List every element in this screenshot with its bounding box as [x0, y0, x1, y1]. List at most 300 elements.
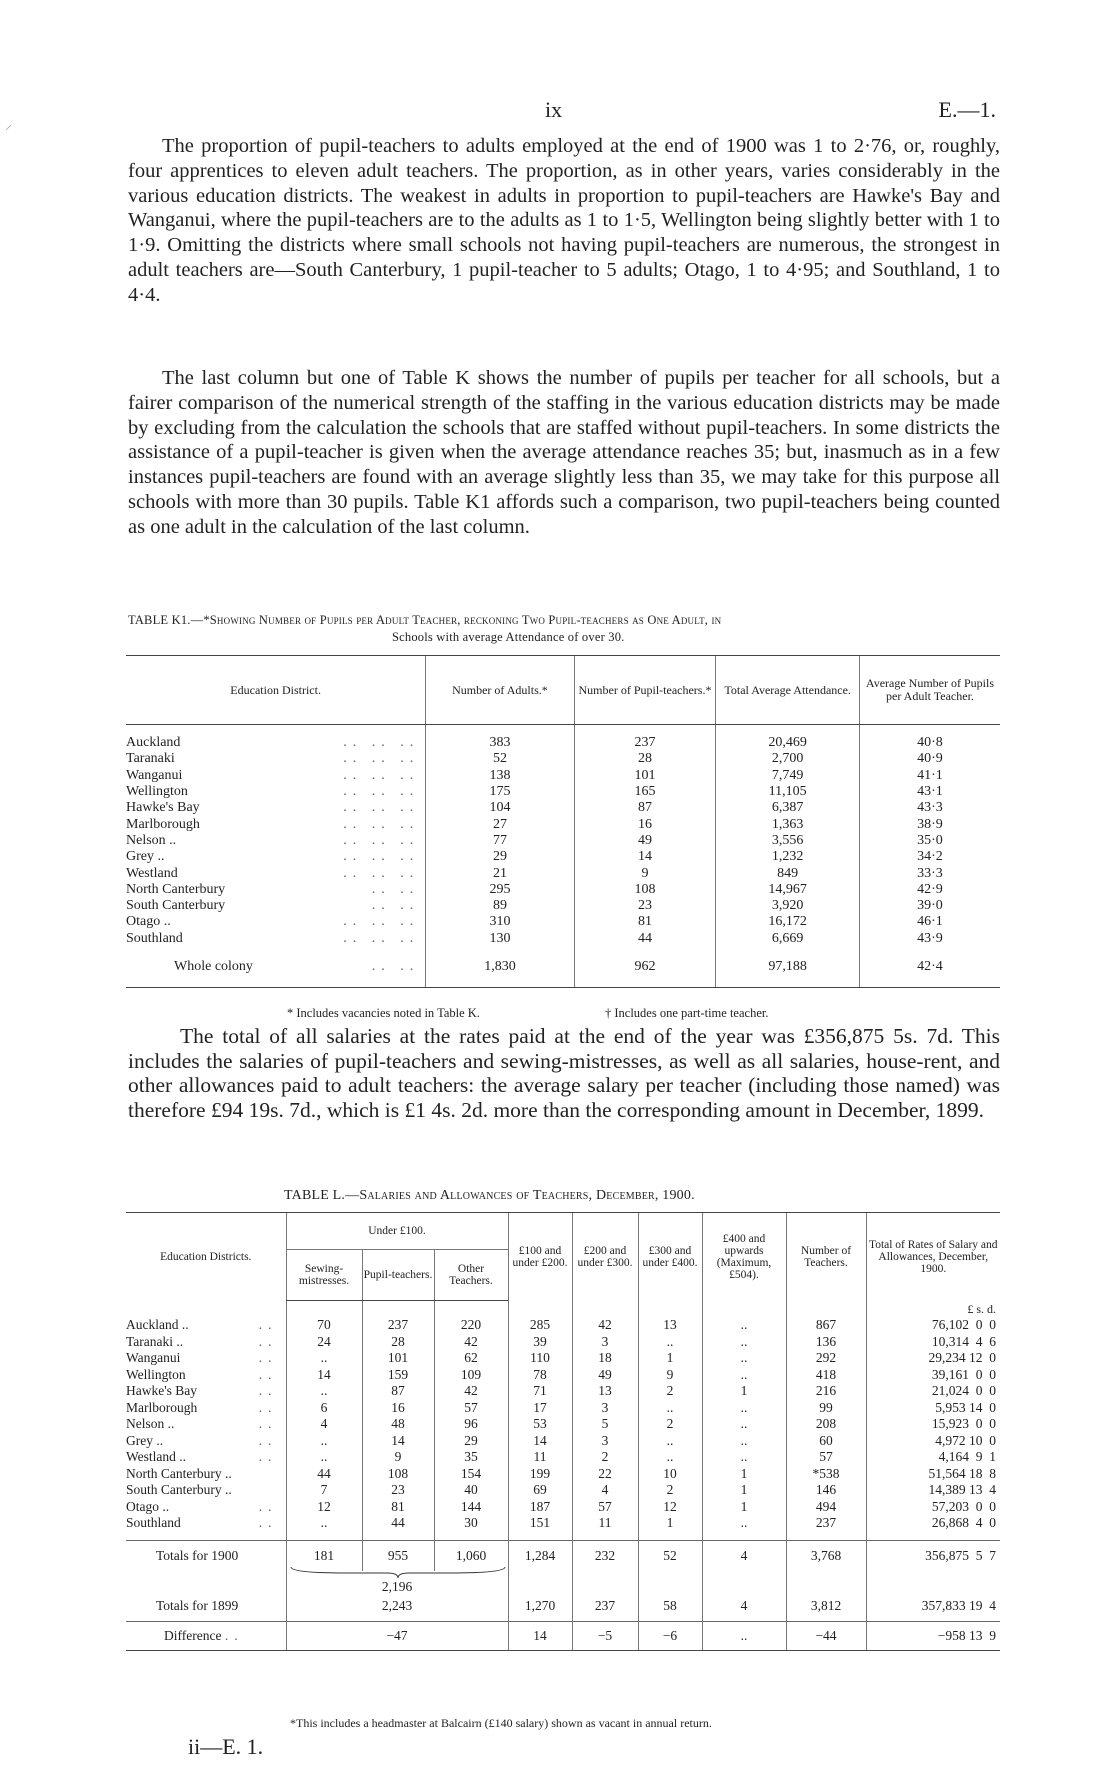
tl-totals [126, 1532, 1000, 1651]
k1-district-cell [126, 800, 426, 816]
k1-district-name: North Canterbury [126, 881, 226, 897]
k1-header-average: Average Number of Pupils per Adult Teacher. [859, 656, 1000, 725]
tl-b300-cell: 2 [638, 1383, 702, 1400]
k1-header-district: Education District. [126, 656, 426, 725]
tl-district-name: Westland .. [126, 1449, 187, 1465]
k1-body [126, 725, 1000, 988]
tl-row [126, 1317, 1000, 1334]
k1-row [126, 735, 1000, 751]
tl-totals-1900-total: 356,875 5 7 [866, 1540, 1000, 1571]
tl-pupil-cell: 159 [362, 1367, 434, 1384]
tl-b200-cell: 42 [572, 1317, 638, 1334]
tl-row [126, 1383, 1000, 1400]
tl-other-cell: 144 [434, 1499, 508, 1516]
tl-bracket-row [126, 1571, 1000, 1591]
k1-district-name: Wanganui [126, 767, 183, 783]
tl-total-cell: 29,234 12 0 [866, 1350, 1000, 1367]
tl-b200-cell: 57 [572, 1499, 638, 1516]
tl-totals-1899-b200: 237 [572, 1591, 638, 1622]
k1-district-name: Otago .. [126, 914, 171, 930]
tl-header-number: Number of Teachers. [786, 1213, 866, 1301]
k1-average-cell: 35·0 [859, 833, 1000, 849]
k1-attendance-cell: 6,387 [716, 800, 860, 816]
k1-average-cell: 40·9 [859, 751, 1000, 767]
k1-average-cell: 40·8 [859, 735, 1000, 751]
paragraph-table-k1-intro: The last column but one of Table K shows the number of pupils per teacher for all schools, but a fairer comparison of the numerical strength of the staffing in the various education districts may be made by excluding from the calculation the schools that are staffed without pupil-teachers. In some districts the assistance of a pupil-teacher is given when the average attendance reaches 35; but, inasmuch as in a few instances pupil-teachers are found with an average slightly less than 35, we may take for this purpose all schools with more than 30 pupils. Table K1 affords such a comparison, two pupil-teachers being counted as one adult in the calculation of the last column. [128, 367, 1000, 538]
tl-leader-dots: .. [258, 1498, 278, 1514]
tl-difference-row [126, 1621, 1000, 1650]
tl-b300-cell: 1 [638, 1350, 702, 1367]
k1-attendance-cell: 3,920 [716, 898, 860, 914]
tl-total-cell: 15,923 0 0 [866, 1416, 1000, 1433]
k1-attendance-cell: 3,556 [716, 833, 860, 849]
tl-number-cell: 99 [786, 1400, 866, 1417]
tl-header-sewing: Sewing-mistresses. [286, 1250, 362, 1301]
k1-leader-dots: .. .. [371, 898, 420, 914]
k1-adults-cell: 89 [426, 898, 574, 914]
tl-totals-1899-row [126, 1591, 1000, 1622]
table-l-caption: TABLE L.—Salaries and Allowances of Teachers, December, 1900. [284, 1188, 695, 1203]
k1-total-row [126, 947, 1000, 988]
tl-header-400-up: £400 and upwards (Maximum, £504). [702, 1213, 786, 1301]
k1-leader-dots: .. .. .. [343, 849, 420, 865]
k1-total-average: 42·4 [859, 947, 1000, 988]
tl-totals-1900-b400: 4 [702, 1540, 786, 1571]
tl-header-other: Other Teachers. [434, 1250, 508, 1301]
tl-other-cell: 35 [434, 1449, 508, 1466]
tl-b100-cell: 69 [508, 1482, 572, 1499]
k1-total-pupil-teachers: 962 [574, 947, 716, 988]
k1-pupil-teachers-cell: 9 [574, 865, 716, 881]
tl-b400-cell: .. [702, 1367, 786, 1384]
tl-district-name: North Canterbury .. [126, 1465, 232, 1481]
tl-total-cell: 14,389 13 4 [866, 1482, 1000, 1499]
tl-totals-1900-sewing: 181 [286, 1540, 362, 1571]
tl-number-cell: 208 [786, 1416, 866, 1433]
tl-sewing-cell: 7 [286, 1482, 362, 1499]
table-k1-footnote-vacancies: * Includes vacancies noted in Table K. [287, 1006, 480, 1020]
k1-total-attendance: 97,188 [716, 947, 860, 988]
k1-district-cell [126, 914, 426, 930]
tl-b300-cell: 1 [638, 1515, 702, 1532]
tl-b200-cell: 3 [572, 1334, 638, 1351]
k1-adults-cell: 27 [426, 816, 574, 832]
tl-sewing-cell: 14 [286, 1367, 362, 1384]
k1-leader-dots: .. .. .. [343, 784, 420, 800]
tl-b200-cell: 2 [572, 1449, 638, 1466]
tl-b300-cell: 13 [638, 1317, 702, 1334]
tl-total-cell: 51,564 18 8 [866, 1466, 1000, 1483]
k1-row [126, 865, 1000, 881]
k1-average-cell: 39·0 [859, 898, 1000, 914]
tl-district-cell [126, 1499, 286, 1516]
tl-difference-b300: −6 [638, 1621, 702, 1650]
tl-b400-cell: 1 [702, 1466, 786, 1483]
tl-district-cell [126, 1383, 286, 1400]
k1-average-cell: 34·2 [859, 849, 1000, 865]
tl-currency-row: £ s. d. [866, 1301, 1000, 1318]
paragraph-salaries-total: The total of all salaries at the rates paid at the end of the year was £356,875 5s. 7d. This includes the salaries of pupil-teachers and sewing-mistresses, as well as all salaries, house-rent, and other allowances paid to adult teachers: the average salary per teacher (including those named) was therefore £94 19s. 7d., which is £1 4s. 2d. more than the corresponding amount in December, 1899. [128, 1024, 1000, 1122]
tl-b200-cell: 5 [572, 1416, 638, 1433]
k1-attendance-cell: 1,232 [716, 849, 860, 865]
tl-leader-dots: .. [258, 1333, 278, 1349]
k1-average-cell: 38·9 [859, 816, 1000, 832]
tl-totals-1900-b200: 232 [572, 1540, 638, 1571]
brace-icon [287, 1565, 509, 1579]
k1-pupil-teachers-cell: 14 [574, 849, 716, 865]
tl-difference-under100: −47 [286, 1621, 508, 1650]
tl-pupil-cell: 14 [362, 1433, 434, 1450]
tl-difference-total: −958 13 9 [866, 1621, 1000, 1650]
tl-district-cell [126, 1433, 286, 1450]
tl-number-cell: 418 [786, 1367, 866, 1384]
tl-header-pupil: Pupil-teachers. [362, 1250, 434, 1301]
paragraph-pupil-teacher-proportion: The proportion of pupil-teachers to adults employed at the end of 1900 was 1 to 2·76, or, roughly, four apprentices to eleven adult teachers. The proportion, as in other years, varies considerably in the various education districts. The weakest in adults in proportion to pupil-teachers are Hawke's Bay and Wanganui, where the pupil-teachers are to the adults as 1 to 1·5, Wellington being slightly better with 1 to 1·9. Omitting the districts where small schools not having pupil-teachers are numerous, the strongest in adult teachers are—South Canterbury, 1 pupil-teacher to 5 adults; Otago, 1 to 4·95; and Southland, 1 to 4·4. [128, 135, 1000, 306]
k1-adults-cell: 130 [426, 931, 574, 947]
tl-row [126, 1367, 1000, 1384]
k1-leader-dots: .. .. .. [343, 767, 420, 783]
tl-sewing-cell: 70 [286, 1317, 362, 1334]
k1-district-name: Auckland [126, 735, 181, 751]
tl-b400-cell: .. [702, 1515, 786, 1532]
tl-b400-cell: 1 [702, 1383, 786, 1400]
tl-other-cell: 42 [434, 1383, 508, 1400]
k1-pupil-teachers-cell: 23 [574, 898, 716, 914]
k1-attendance-cell: 11,105 [716, 784, 860, 800]
k1-pupil-teachers-cell: 44 [574, 931, 716, 947]
tl-other-cell: 109 [434, 1367, 508, 1384]
tl-district-name: Hawke's Bay [126, 1383, 198, 1399]
k1-adults-cell: 383 [426, 735, 574, 751]
tl-b200-cell: 18 [572, 1350, 638, 1367]
tl-b300-cell: 9 [638, 1367, 702, 1384]
tl-b100-cell: 39 [508, 1334, 572, 1351]
tl-total-cell: 57,203 0 0 [866, 1499, 1000, 1516]
tl-totals-1899-total: 357,833 19 4 [866, 1591, 1000, 1622]
tl-leader-dots: .. [258, 1432, 278, 1448]
k1-attendance-cell: 16,172 [716, 914, 860, 930]
tl-b100-cell: 14 [508, 1433, 572, 1450]
tl-b100-cell: 187 [508, 1499, 572, 1516]
k1-district-cell [126, 849, 426, 865]
k1-header-pupil-teachers: Number of Pupil-teachers.* [574, 656, 716, 725]
tl-district-name: Wellington [126, 1366, 186, 1382]
k1-district-cell [126, 751, 426, 767]
k1-district-cell [126, 784, 426, 800]
tl-b400-cell: .. [702, 1350, 786, 1367]
k1-district-cell [126, 931, 426, 947]
tl-b400-cell: .. [702, 1400, 786, 1417]
k1-average-cell: 41·1 [859, 768, 1000, 784]
tl-b100-cell: 17 [508, 1400, 572, 1417]
k1-leader-dots: .. .. [371, 881, 420, 897]
tl-district-cell [126, 1367, 286, 1384]
k1-header-attendance: Total Average Attendance. [716, 656, 860, 725]
k1-row [126, 914, 1000, 930]
tl-other-cell: 62 [434, 1350, 508, 1367]
tl-number-cell: 867 [786, 1317, 866, 1334]
tl-b300-cell: 12 [638, 1499, 702, 1516]
tl-difference-label: Difference .. [126, 1621, 286, 1650]
tl-header-200-300: £200 and under £300. [572, 1213, 638, 1301]
tl-sewing-cell: 24 [286, 1334, 362, 1351]
tl-other-cell: 154 [434, 1466, 508, 1483]
tl-total-cell: 76,102 0 0 [866, 1317, 1000, 1334]
k1-average-cell: 43·3 [859, 800, 1000, 816]
k1-district-name: Southland [126, 930, 183, 946]
tl-sewing-cell: 12 [286, 1499, 362, 1516]
tl-district-name: Nelson .. [126, 1416, 175, 1432]
k1-district-cell [126, 735, 426, 751]
tl-other-cell: 29 [434, 1433, 508, 1450]
page-number: ix [545, 97, 563, 122]
tl-pupil-cell: 16 [362, 1400, 434, 1417]
tl-b200-cell: 11 [572, 1515, 638, 1532]
k1-district-name: Grey .. [126, 849, 165, 865]
tl-pupil-cell: 28 [362, 1334, 434, 1351]
tl-number-cell: 292 [786, 1350, 866, 1367]
tl-b400-cell: .. [702, 1416, 786, 1433]
k1-total-label: Whole colony [174, 958, 253, 974]
tl-b200-cell: 13 [572, 1383, 638, 1400]
k1-leader-dots: .. .. .. [343, 751, 420, 767]
tl-pupil-cell: 44 [362, 1515, 434, 1532]
k1-average-cell: 43·9 [859, 931, 1000, 947]
k1-leader-dots: .. .. .. [343, 832, 420, 848]
tl-pupil-cell: 9 [362, 1449, 434, 1466]
tl-b200-cell: 22 [572, 1466, 638, 1483]
tl-total-cell: 5,953 14 0 [866, 1400, 1000, 1417]
k1-total-label-cell [126, 947, 426, 988]
k1-adults-cell: 104 [426, 800, 574, 816]
tl-sewing-cell: .. [286, 1350, 362, 1367]
k1-leader-dots: .. .. [371, 958, 420, 974]
tl-district-cell [126, 1400, 286, 1417]
tl-row [126, 1433, 1000, 1450]
tl-leader-dots: .. [258, 1317, 278, 1333]
tl-number-cell: 60 [786, 1433, 866, 1450]
tl-pupil-cell: 87 [362, 1383, 434, 1400]
tl-row [126, 1482, 1000, 1499]
k1-attendance-cell: 1,363 [716, 816, 860, 832]
k1-adults-cell: 77 [426, 833, 574, 849]
tl-difference-b400: .. [702, 1621, 786, 1650]
k1-pupil-teachers-cell: 49 [574, 833, 716, 849]
tl-row [126, 1350, 1000, 1367]
tl-b300-cell: .. [638, 1433, 702, 1450]
k1-adults-cell: 310 [426, 914, 574, 930]
tl-leader-dots: .. [258, 1383, 278, 1399]
k1-average-cell: 46·1 [859, 914, 1000, 930]
table-l [126, 1212, 1000, 1651]
k1-row [126, 800, 1000, 816]
k1-average-cell: 42·9 [859, 882, 1000, 898]
tl-other-cell: 40 [434, 1482, 508, 1499]
tl-pupil-cell: 101 [362, 1350, 434, 1367]
tl-number-cell: 237 [786, 1515, 866, 1532]
tl-district-cell [126, 1515, 286, 1532]
tl-other-cell: 57 [434, 1400, 508, 1417]
table-k1 [126, 655, 1000, 988]
k1-leader-dots: .. .. .. [343, 914, 420, 930]
k1-attendance-cell: 6,669 [716, 931, 860, 947]
tl-district-name: Southland [126, 1515, 181, 1531]
tl-row [126, 1449, 1000, 1466]
k1-district-name: Taranaki [126, 751, 175, 767]
tl-pupil-cell: 48 [362, 1416, 434, 1433]
tl-district-name: Auckland .. [126, 1317, 189, 1333]
k1-district-cell [126, 898, 426, 914]
tl-pupil-cell: 108 [362, 1466, 434, 1483]
tl-district-cell [126, 1317, 286, 1334]
tl-totals-1900-b100: 1,284 [508, 1540, 572, 1571]
k1-district-cell [126, 882, 426, 898]
tl-difference-b100: 14 [508, 1621, 572, 1650]
tl-b300-cell: 10 [638, 1466, 702, 1483]
k1-district-cell [126, 833, 426, 849]
tl-other-cell: 30 [434, 1515, 508, 1532]
tl-row [126, 1400, 1000, 1417]
tl-total-cell: 10,314 4 6 [866, 1334, 1000, 1351]
tl-district-name: Taranaki .. [126, 1333, 184, 1349]
k1-row [126, 882, 1000, 898]
tl-b100-cell: 151 [508, 1515, 572, 1532]
tl-b400-cell: .. [702, 1433, 786, 1450]
tl-other-cell: 96 [434, 1416, 508, 1433]
k1-attendance-cell: 7,749 [716, 768, 860, 784]
tl-totals-1900-pupil: 955 [362, 1540, 434, 1571]
k1-row [126, 931, 1000, 947]
k1-pupil-teachers-cell: 237 [574, 735, 716, 751]
tl-district-name: South Canterbury .. [126, 1482, 232, 1498]
tl-b400-cell: 1 [702, 1482, 786, 1499]
k1-pupil-teachers-cell: 101 [574, 768, 716, 784]
tl-b100-cell: 199 [508, 1466, 572, 1483]
k1-row [126, 849, 1000, 865]
tl-leader-dots: .. [258, 1350, 278, 1366]
table-k1-caption-line2: Schools with average Attendance of over 30. [392, 630, 625, 644]
k1-row [126, 784, 1000, 800]
k1-attendance-cell: 2,700 [716, 751, 860, 767]
tl-b100-cell: 78 [508, 1367, 572, 1384]
k1-pupil-teachers-cell: 16 [574, 816, 716, 832]
tl-totals-1899-label: Totals for 1899 [156, 1597, 239, 1613]
tl-header-total-rates: Total of Rates of Salary and Allowances, December, 1900. [866, 1213, 1000, 1301]
tl-leader-dots: .. [258, 1366, 278, 1382]
tl-pupil-cell: 23 [362, 1482, 434, 1499]
tl-number-cell: *538 [786, 1466, 866, 1483]
tl-totals-1899-b300: 58 [638, 1591, 702, 1622]
tl-header-district: Education Districts. [126, 1213, 286, 1301]
k1-average-cell: 33·3 [859, 865, 1000, 881]
tl-number-cell: 494 [786, 1499, 866, 1516]
k1-leader-dots: .. .. .. [343, 865, 420, 881]
tl-sewing-cell: .. [286, 1515, 362, 1532]
k1-row [126, 751, 1000, 767]
tl-difference-number: −44 [786, 1621, 866, 1650]
table-k1-caption: TABLE K1.—*Showing Number of Pupils per Adult Teacher, reckoning Two Pupil-teachers as One Adult, in [128, 613, 722, 627]
tl-total-cell: 21,024 0 0 [866, 1383, 1000, 1400]
k1-district-name: Marlborough [126, 816, 200, 832]
k1-adults-cell: 138 [426, 768, 574, 784]
k1-header-adults: Number of Adults.* [426, 656, 574, 725]
k1-adults-cell: 175 [426, 784, 574, 800]
k1-pupil-teachers-cell: 108 [574, 882, 716, 898]
tl-totals-1899-b400: 4 [702, 1591, 786, 1622]
tl-totals-1900-row [126, 1540, 1000, 1571]
tl-district-name: Otago .. [126, 1498, 170, 1514]
k1-leader-dots: .. .. .. [343, 735, 420, 751]
tl-b300-cell: 2 [638, 1416, 702, 1433]
tl-total-cell: 26,868 4 0 [866, 1515, 1000, 1532]
k1-district-name: Hawke's Bay [126, 800, 200, 816]
k1-adults-cell: 52 [426, 751, 574, 767]
table-l-footnote: *This includes a headmaster at Balcairn (£140 salary) shown as vacant in annual return. [290, 1716, 712, 1730]
tl-b400-cell: .. [702, 1449, 786, 1466]
k1-district-cell [126, 816, 426, 832]
tl-b300-cell: 2 [638, 1482, 702, 1499]
tl-b300-cell: .. [638, 1449, 702, 1466]
tl-leader-dots: .. [258, 1515, 278, 1531]
tl-totals-1900-other: 1,060 [434, 1540, 508, 1571]
k1-attendance-cell: 20,469 [716, 735, 860, 751]
k1-attendance-cell: 849 [716, 865, 860, 881]
tl-district-cell [126, 1466, 286, 1483]
tl-header-300-400: £300 and under £400. [638, 1213, 702, 1301]
tl-b100-cell: 71 [508, 1383, 572, 1400]
k1-pupil-teachers-cell: 28 [574, 751, 716, 767]
tl-district-cell [126, 1416, 286, 1433]
tl-b300-cell: .. [638, 1400, 702, 1417]
tl-district-name: Marlborough [126, 1399, 198, 1415]
k1-average-cell: 43·1 [859, 784, 1000, 800]
tl-b200-cell: 3 [572, 1433, 638, 1450]
k1-attendance-cell: 14,967 [716, 882, 860, 898]
tl-difference-b200: −5 [572, 1621, 638, 1650]
tl-district-name: Grey .. [126, 1432, 164, 1448]
k1-pupil-teachers-cell: 81 [574, 914, 716, 930]
tl-header-100-200: £100 and under £200. [508, 1213, 572, 1301]
k1-leader-dots: .. .. .. [343, 930, 420, 946]
table-k1-footnote-part-time: † Includes one part-time teacher. [605, 1006, 769, 1020]
k1-row [126, 898, 1000, 914]
tl-sewing-cell: .. [286, 1449, 362, 1466]
tl-other-cell: 220 [434, 1317, 508, 1334]
tl-total-cell: 4,164 9 1 [866, 1449, 1000, 1466]
k1-district-name: Wellington [126, 784, 188, 800]
document-reference: E.—1. [938, 97, 996, 122]
tl-total-cell: 39,161 0 0 [866, 1367, 1000, 1384]
tl-sewing-cell: 4 [286, 1416, 362, 1433]
tl-b100-cell: 285 [508, 1317, 572, 1334]
k1-pupil-teachers-cell: 87 [574, 800, 716, 816]
tl-pupil-cell: 81 [362, 1499, 434, 1516]
tl-sewing-cell: 6 [286, 1400, 362, 1417]
tl-district-cell [126, 1482, 286, 1499]
k1-district-name: Nelson .. [126, 832, 177, 848]
tl-totals-1900-b300: 52 [638, 1540, 702, 1571]
k1-row [126, 768, 1000, 784]
tl-leader-dots: .. [258, 1449, 278, 1465]
tl-totals-1899-under100: 2,243 [286, 1591, 508, 1622]
tl-totals-1900-label: Totals for 1900 [126, 1540, 286, 1571]
tl-b300-cell: .. [638, 1334, 702, 1351]
k1-total-adults: 1,830 [426, 947, 574, 988]
tl-total-cell: 4,972 10 0 [866, 1433, 1000, 1450]
tl-row [126, 1515, 1000, 1532]
tl-number-cell: 57 [786, 1449, 866, 1466]
tl-totals-1899-number: 3,812 [786, 1591, 866, 1622]
